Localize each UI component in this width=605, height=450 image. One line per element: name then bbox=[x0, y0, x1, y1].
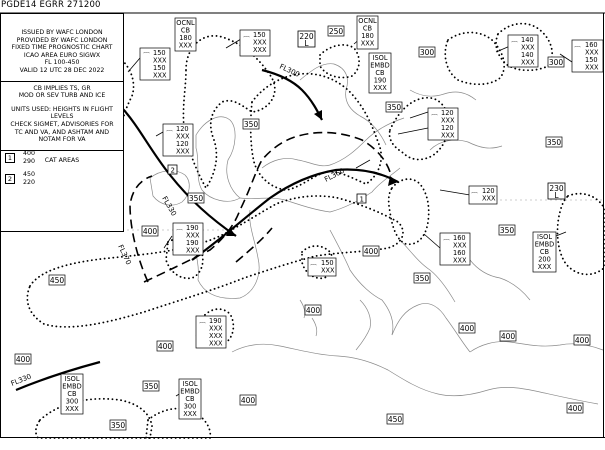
tropopause-box bbox=[143, 381, 159, 391]
svg-text:XXX: XXX bbox=[186, 231, 200, 240]
cb-area-north bbox=[183, 36, 274, 188]
svg-text:300: 300 bbox=[65, 397, 79, 406]
cb-area-baltic bbox=[445, 33, 504, 85]
cb-box bbox=[369, 53, 391, 93]
svg-text:EMBD: EMBD bbox=[62, 382, 82, 391]
tropopause-box bbox=[363, 246, 379, 256]
svg-text:350: 350 bbox=[143, 382, 159, 391]
turb-box bbox=[173, 223, 203, 255]
tropopause-box bbox=[243, 119, 259, 129]
cb-box bbox=[61, 374, 83, 414]
legend-divider bbox=[1, 150, 123, 151]
svg-text:350: 350 bbox=[546, 138, 562, 147]
cat-areas-title: CAT AREAS bbox=[44, 156, 80, 164]
svg-text:XXX: XXX bbox=[585, 63, 599, 72]
chart-title: PGDE14 EGRR 271200 bbox=[1, 0, 101, 10]
turb-box bbox=[572, 40, 603, 72]
svg-text:XXX: XXX bbox=[176, 147, 190, 156]
svg-text:XXX: XXX bbox=[373, 84, 387, 92]
svg-text:XXX: XXX bbox=[537, 263, 552, 271]
cat-area-id: 1 bbox=[5, 153, 15, 163]
svg-text:350: 350 bbox=[499, 226, 515, 235]
svg-text:400: 400 bbox=[305, 306, 321, 315]
pressure-centre-value: 220 bbox=[299, 32, 314, 41]
tropopause-box bbox=[240, 395, 256, 405]
svg-text:190: 190 bbox=[186, 239, 199, 247]
legend-line: CHECK SIGMET, ADVISORIES FOR bbox=[10, 120, 114, 128]
legend-line: TC AND VA, AND ASHTAM AND bbox=[14, 128, 110, 136]
turb-box bbox=[469, 186, 497, 204]
tropopause-box bbox=[142, 226, 158, 236]
svg-text:CB: CB bbox=[375, 69, 385, 77]
svg-text:XXX: XXX bbox=[176, 132, 190, 141]
svg-text:350: 350 bbox=[414, 274, 430, 283]
svg-text:XXX: XXX bbox=[521, 43, 535, 52]
svg-text:XXX: XXX bbox=[360, 39, 375, 48]
svg-text:EMBD: EMBD bbox=[370, 61, 390, 70]
svg-text:350: 350 bbox=[188, 194, 204, 203]
jet-label: FL330 bbox=[9, 372, 33, 388]
turb-box bbox=[240, 30, 270, 56]
svg-text:XXX: XXX bbox=[209, 324, 223, 333]
cb-area-sw-bottom bbox=[36, 399, 152, 438]
svg-text:400: 400 bbox=[15, 355, 31, 364]
legend-line: UNITS USED: HEIGHTS IN FLIGHT LEVELS bbox=[11, 105, 113, 121]
svg-text:⌒: ⌒ bbox=[199, 322, 206, 330]
svg-text:⌒: ⌒ bbox=[166, 130, 173, 138]
svg-text:150: 150 bbox=[153, 64, 166, 72]
svg-text:XXX: XXX bbox=[482, 194, 496, 203]
svg-text:⌒: ⌒ bbox=[176, 229, 183, 237]
svg-text:150: 150 bbox=[253, 31, 266, 39]
cb-box bbox=[175, 18, 196, 51]
svg-text:300: 300 bbox=[548, 58, 564, 67]
legend-line: PROVIDED BY WAFC LONDON bbox=[16, 36, 108, 44]
svg-text:180: 180 bbox=[361, 32, 374, 40]
svg-text:CB: CB bbox=[539, 248, 550, 256]
svg-text:XXX: XXX bbox=[153, 56, 167, 65]
svg-text:300: 300 bbox=[183, 402, 197, 411]
legend-line: ISSUED BY WAFC LONDON bbox=[21, 29, 103, 36]
svg-text:ISOL: ISOL bbox=[537, 233, 552, 241]
svg-text:150: 150 bbox=[321, 259, 334, 267]
cat-area-base: 220 bbox=[23, 178, 36, 186]
svg-text:⌒: ⌒ bbox=[431, 114, 438, 122]
svg-text:300: 300 bbox=[419, 48, 435, 57]
svg-text:⌒: ⌒ bbox=[243, 36, 250, 44]
cat-marker: 2 bbox=[170, 166, 175, 175]
svg-text:XXX: XXX bbox=[183, 410, 197, 418]
svg-text:CB: CB bbox=[185, 395, 195, 403]
legend-line: NOTAM FOR VA bbox=[38, 136, 86, 144]
svg-text:120: 120 bbox=[176, 125, 189, 133]
cat-marker: 1 bbox=[359, 195, 364, 204]
legend-line: FL 100-450 bbox=[44, 59, 80, 67]
svg-text:XXX: XXX bbox=[585, 48, 599, 57]
svg-text:400: 400 bbox=[574, 336, 590, 345]
cat-area-id: 2 bbox=[5, 174, 15, 184]
svg-text:XXX: XXX bbox=[178, 41, 193, 50]
svg-text:XXX: XXX bbox=[253, 46, 267, 54]
svg-text:ISOL: ISOL bbox=[64, 375, 80, 383]
svg-text:XXX: XXX bbox=[441, 131, 455, 140]
tropopause-box bbox=[15, 354, 31, 364]
svg-text:⌒: ⌒ bbox=[574, 46, 581, 54]
svg-text:XXX: XXX bbox=[209, 339, 223, 348]
svg-text:200: 200 bbox=[538, 255, 551, 264]
cat-area-top: 450 bbox=[23, 171, 36, 178]
svg-text:250: 250 bbox=[328, 27, 344, 36]
svg-text:400: 400 bbox=[459, 324, 475, 333]
tropopause-box bbox=[574, 335, 590, 345]
pressure-centre-value: 230 bbox=[549, 184, 564, 193]
svg-text:OCNL: OCNL bbox=[176, 19, 195, 27]
jet-label: FL300 bbox=[278, 62, 301, 79]
tropopause-box bbox=[459, 323, 475, 333]
svg-text:400: 400 bbox=[500, 332, 516, 341]
svg-text:EMBD: EMBD bbox=[180, 387, 200, 396]
svg-text:160: 160 bbox=[585, 41, 598, 49]
svg-text:160: 160 bbox=[453, 234, 466, 242]
chart-legend bbox=[0, 13, 124, 232]
tropopause-box bbox=[49, 275, 65, 285]
svg-text:120: 120 bbox=[176, 140, 189, 148]
turb-box bbox=[508, 35, 538, 67]
tropopause-box bbox=[386, 102, 402, 112]
turb-box bbox=[140, 48, 170, 80]
cb-area-small bbox=[320, 45, 359, 78]
turb-box bbox=[308, 258, 336, 276]
tropopause-box bbox=[110, 420, 126, 430]
svg-text:400: 400 bbox=[157, 342, 173, 351]
cb-area-adriatic bbox=[389, 179, 429, 244]
svg-text:XXX: XXX bbox=[153, 71, 167, 80]
jet-label: FL360 bbox=[323, 166, 346, 184]
turb-box bbox=[440, 233, 470, 265]
cb-area-east bbox=[558, 194, 604, 275]
tropopause-box bbox=[387, 414, 403, 424]
svg-text:120: 120 bbox=[441, 124, 454, 132]
tropopause-box bbox=[419, 47, 435, 57]
svg-text:OCNL: OCNL bbox=[358, 17, 377, 25]
legend-line: CB IMPLIES TS, GR bbox=[33, 84, 91, 92]
svg-text:EMBD: EMBD bbox=[534, 240, 555, 249]
svg-text:160: 160 bbox=[453, 249, 466, 257]
tropopause-box bbox=[548, 57, 564, 67]
tropopause-box bbox=[414, 273, 430, 283]
tropopause-box bbox=[567, 403, 583, 413]
cb-box bbox=[533, 232, 556, 272]
turb-box bbox=[428, 108, 458, 140]
tropopause-box bbox=[188, 193, 204, 203]
svg-text:180: 180 bbox=[179, 34, 192, 42]
svg-text:140: 140 bbox=[521, 51, 534, 59]
tropopause-box bbox=[328, 26, 344, 36]
tropopause-box bbox=[157, 341, 173, 351]
jet-stream-north bbox=[262, 70, 322, 120]
svg-text:XXX: XXX bbox=[453, 256, 467, 265]
svg-text:ISOL: ISOL bbox=[182, 380, 198, 388]
svg-text:XXX: XXX bbox=[65, 405, 79, 413]
svg-text:CB: CB bbox=[362, 24, 373, 33]
svg-text:⌒: ⌒ bbox=[471, 192, 478, 200]
svg-text:⌒: ⌒ bbox=[443, 239, 450, 247]
legend-line: ICAO AREA EURO SIGWX bbox=[23, 51, 101, 59]
svg-text:450: 450 bbox=[49, 276, 65, 285]
svg-text:350: 350 bbox=[386, 103, 402, 112]
svg-text:CB: CB bbox=[67, 390, 77, 398]
units-note-block bbox=[1, 106, 123, 144]
svg-text:190: 190 bbox=[209, 317, 222, 325]
svg-text:400: 400 bbox=[240, 396, 256, 405]
svg-text:XXX: XXX bbox=[253, 38, 267, 47]
svg-text:⌒: ⌒ bbox=[310, 264, 317, 272]
svg-text:XXX: XXX bbox=[321, 266, 335, 275]
svg-text:120: 120 bbox=[482, 187, 495, 195]
jet-label: FL370 bbox=[116, 243, 133, 267]
svg-text:400: 400 bbox=[142, 227, 158, 236]
cb-box bbox=[179, 379, 201, 419]
svg-text:400: 400 bbox=[567, 404, 583, 413]
turb-box bbox=[163, 124, 193, 156]
issuer-block bbox=[1, 29, 123, 75]
tropopause-box bbox=[500, 331, 516, 341]
svg-text:190: 190 bbox=[373, 76, 387, 85]
legend-line: FIXED TIME PROGNOSTIC CHART bbox=[11, 44, 113, 52]
turb-box bbox=[196, 316, 226, 348]
svg-text:XXX: XXX bbox=[521, 58, 535, 67]
tropopause-box bbox=[499, 225, 515, 235]
svg-text:350: 350 bbox=[110, 421, 126, 430]
cb-boxes bbox=[61, 16, 556, 419]
tropopause-box bbox=[546, 137, 562, 147]
svg-text:XXX: XXX bbox=[453, 241, 467, 250]
svg-text:140: 140 bbox=[521, 36, 534, 44]
svg-text:⌒: ⌒ bbox=[143, 52, 150, 60]
cat-area-base: 290 bbox=[23, 157, 36, 165]
svg-text:ISOL: ISOL bbox=[372, 54, 388, 62]
cat-area-top: 400 bbox=[23, 150, 36, 157]
pressure-centre-type: L bbox=[554, 191, 559, 200]
svg-text:190: 190 bbox=[186, 224, 199, 232]
svg-text:CB: CB bbox=[180, 26, 191, 35]
svg-text:400: 400 bbox=[363, 247, 379, 256]
tropopause-box bbox=[305, 305, 321, 315]
legend-line: VALID 12 UTC 28 DEC 2022 bbox=[19, 66, 105, 74]
svg-text:XXX: XXX bbox=[209, 332, 223, 340]
pressure-centre-type: L bbox=[304, 39, 309, 48]
svg-text:350: 350 bbox=[243, 120, 259, 129]
legend-line: MOD OR SEV TURB AND ICE bbox=[18, 92, 106, 100]
svg-text:450: 450 bbox=[387, 415, 403, 424]
cb-box bbox=[357, 16, 378, 49]
svg-text:⌒: ⌒ bbox=[511, 41, 518, 49]
svg-text:XXX: XXX bbox=[441, 116, 455, 125]
svg-text:150: 150 bbox=[585, 56, 598, 64]
svg-text:XXX: XXX bbox=[186, 246, 200, 255]
cb-area-central bbox=[251, 74, 382, 190]
svg-text:150: 150 bbox=[153, 49, 166, 57]
cb-note-block bbox=[1, 85, 123, 100]
jet-label: FL330 bbox=[160, 195, 178, 218]
legend-divider bbox=[1, 81, 123, 82]
svg-text:120: 120 bbox=[441, 109, 454, 117]
